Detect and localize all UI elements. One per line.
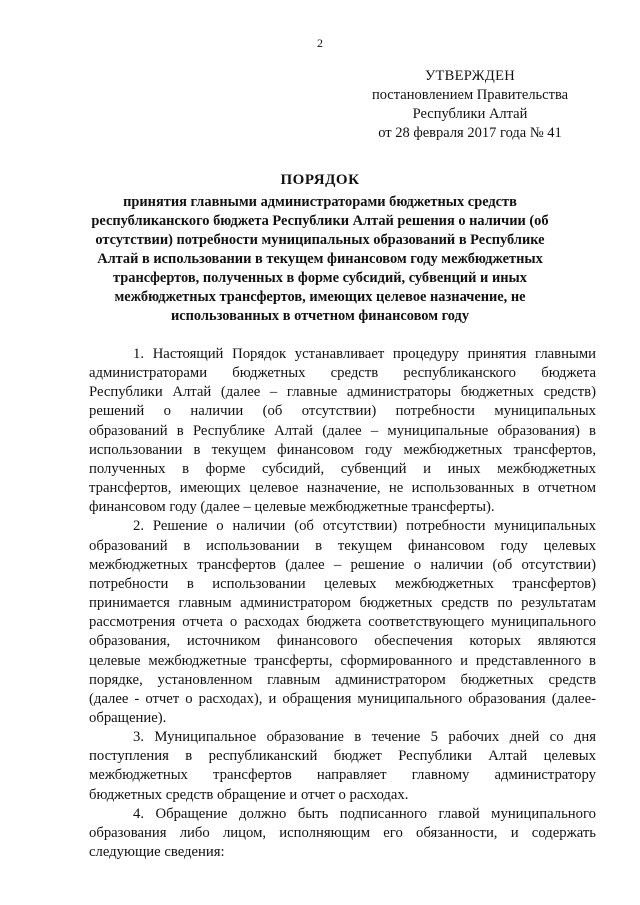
- subtitle-line: принятия главными администраторами бюджетных средств: [123, 194, 517, 210]
- text-line: следующие сведения:: [89, 844, 225, 861]
- text-line: полученных в форме субсидий, субвенций и иных межбюджетных: [89, 460, 596, 477]
- document-body: [89, 345, 596, 862]
- text-line: обращение).: [89, 709, 167, 726]
- text-line: образований в использовании в текущем финансовом году целевых: [89, 537, 596, 554]
- text-line: Республики Алтай (далее – главные администраторы бюджетных средств): [89, 384, 596, 401]
- text-line: потребности в использовании целевых межбюджетных трансфертов): [89, 575, 596, 592]
- approval-line-1: постановлением Правительства: [371, 87, 569, 103]
- subtitle-line: межбюджетных трансфертов, имеющих целевое назначение, не: [114, 289, 526, 305]
- text-line: 1. Настоящий Порядок устанавливает процедуру принятия главными: [133, 346, 596, 362]
- paragraph-1: [89, 345, 596, 517]
- approval-heading: УТВЕРЖДЕН: [424, 68, 516, 84]
- document-subtitle: [90, 193, 550, 326]
- text-line: целевые межбюджетные трансферты, сформированного и представленного в: [89, 652, 596, 669]
- text-line: бюджетных средств обращение и отчет о расходах.: [89, 786, 409, 803]
- text-line: порядке, установленном главным администратором бюджетных средств: [89, 671, 596, 688]
- text-line: (далее - отчет о расходах), и обращения муниципального образования (далее-: [89, 690, 596, 707]
- text-line: 4. Обращение должно быть подписанного главой муниципального: [133, 805, 596, 822]
- text-line: 3. Муниципальное образование в течение 5 рабочих дней со дня: [133, 729, 596, 746]
- page-number: 2: [317, 36, 323, 50]
- text-line: администраторами бюджетных средств республиканского бюджета: [89, 365, 596, 382]
- text-line: образований в Республике Алтай (далее – муниципальные образования) в: [89, 422, 596, 439]
- document-title: ПОРЯДОК: [280, 172, 360, 188]
- subtitle-line: использованных в отчетном финансовом году: [170, 308, 470, 324]
- text-line: финансовом году (далее – целевые межбюджетные трансферты).: [89, 499, 495, 516]
- subtitle-line: республиканского бюджета Республики Алтай решения о наличии (об: [91, 213, 549, 229]
- subtitle-line: отсутствии) потребности муниципальных образований в Республике: [95, 232, 545, 248]
- approval-line-3: от 28 февраля 2017 года № 41: [378, 125, 562, 141]
- text-line: образования либо лицом, исполняющим его обязанности, и содержать: [89, 824, 596, 841]
- text-line: трансфертов, имеющих целевое назначение, не использованных в отчетном: [89, 480, 596, 497]
- text-line: поступления в республиканский бюджет Республики Алтай целевых: [89, 748, 596, 765]
- approval-line-2: Республики Алтай: [412, 106, 528, 122]
- text-line: межбюджетных трансфертов (далее – решение о наличии (об отсутствии): [89, 556, 596, 573]
- text-line: 2. Решение о наличии (об отсутствии) потребности муниципальных: [133, 518, 596, 535]
- text-line: рассмотрения отчета о расходах бюджета соответствующего муниципального: [89, 614, 596, 631]
- paragraph-3: [89, 728, 596, 805]
- paragraph-4: [89, 805, 596, 862]
- paragraph-2: [89, 517, 596, 728]
- text-line: принимается главным администратором бюджетных средств по результатам: [89, 595, 596, 612]
- subtitle-line: Алтай в использовании в текущем финансовом году межбюджетных: [97, 251, 543, 267]
- text-line: образования, источником финансового обеспечения которых являются: [89, 633, 596, 650]
- approval-block: [360, 67, 580, 143]
- text-line: решений о наличии (об отсутствии) потребности муниципальных: [89, 403, 596, 420]
- text-line: использовании в текущем финансовом году межбюджетных трансфертов,: [89, 441, 596, 458]
- subtitle-line: трансфертов, полученных в форме субсидий, субвенций и иных: [113, 270, 527, 286]
- text-line: межбюджетных трансфертов направляет главному администратору: [89, 767, 596, 784]
